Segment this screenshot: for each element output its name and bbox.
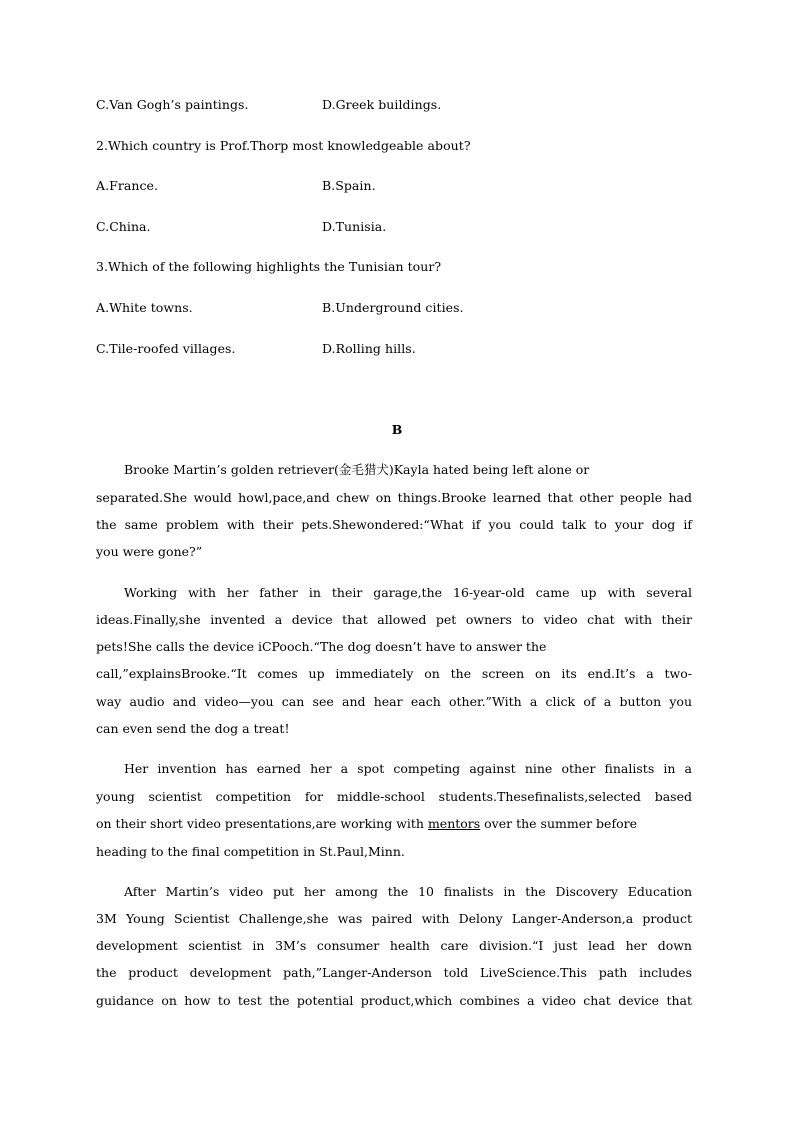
p4-line-2: 3M Young Scientist Challenge,she was paired with Delony Langer-Anderson,a product [96,911,692,926]
p2-line-2: ideas.Finally,she invented a device that allowed pet owners to video chat with their [96,612,692,627]
q1-option-c: C.Van Gogh’s paintings. [96,97,249,112]
p2-line-3: pets!She calls the device iCPooch.“The dog doesn’t have to answer the [96,639,547,654]
p1-line-1: Brooke Martin’s golden retriever(金毛猎犬)Kayla hated being left alone or [124,462,590,477]
q3-stem: 3.Which of the following highlights the Tunisian tour? [96,259,442,274]
p2-line-6: can even send the dog a treat! [96,721,290,736]
q2-option-a: A.France. [96,178,158,193]
q3-option-a: A.White towns. [96,300,193,315]
mentors-underlined-word: mentors [427,816,481,831]
p3-line-4: heading to the final competition in St.Paul,Minn. [96,844,405,859]
p2-line-5: way audio and video—you can see and hear each other.”With a click of a button you [96,694,692,709]
q3-option-b: B.Underground cities. [322,300,464,315]
p3-line-3-start: on their short video presentations,are working with [96,816,428,831]
q3-option-d: D.Rolling hills. [322,341,416,356]
q2-option-c: C.China. [96,219,151,234]
p4-line-4: the product development path,”Langer-Anderson told LiveScience.This path includes [96,965,692,980]
p3-line-3 [96,816,692,832]
p1-line-4: you were gone?” [96,544,203,559]
p3-line-3-end: over the summer before [480,816,637,831]
p2-line-1: Working with her father in their garage,the 16-year-old came up with several [124,585,692,600]
section-heading: B [391,422,403,437]
q2-stem: 2.Which country is Prof.Thorp most knowledgeable about? [96,138,471,153]
p4-line-3: development scientist in 3M’s consumer health care division.“I just lead her down [96,938,692,953]
p1-line-2: separated.She would howl,pace,and chew on things.Brooke learned that other people had [96,490,692,505]
p4-line-5: guidance on how to test the potential product,which combines a video chat device that [96,993,692,1008]
q2-option-b: B.Spain. [322,178,376,193]
p1-line-3: the same problem with their pets.Shewondered:“What if you could talk to your dog if [96,517,692,532]
q3-option-c: C.Tile-roofed villages. [96,341,236,356]
q2-option-d: D.Tunisia. [322,219,387,234]
p4-line-1: After Martin’s video put her among the 10 finalists in the Discovery Education [124,884,692,899]
p3-line-2: young scientist competition for middle-school students.Thesefinalists,selected based [96,789,692,804]
p2-line-4: call,”explainsBrooke.“It comes up immediately on the screen on its end.It’s a two- [96,666,692,681]
q1-option-d: D.Greek buildings. [322,97,442,112]
p3-line-1: Her invention has earned her a spot competing against nine other finalists in a [124,761,692,776]
